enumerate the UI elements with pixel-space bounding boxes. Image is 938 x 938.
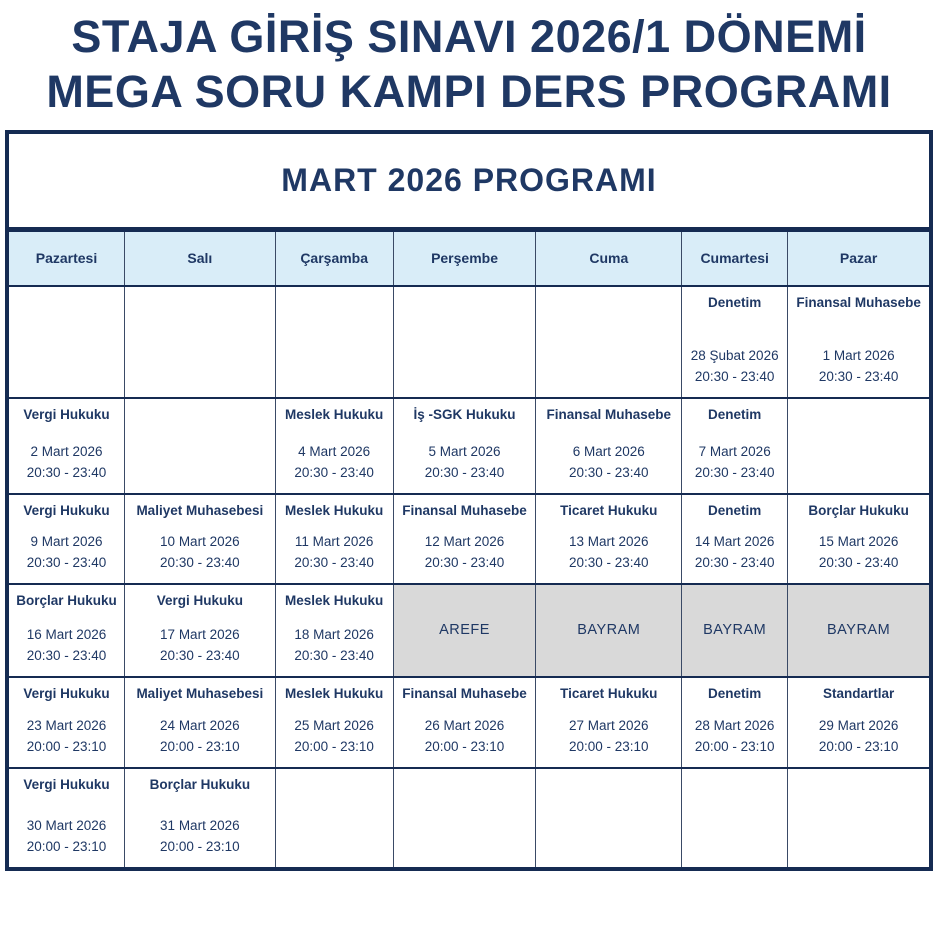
lesson-time: 20:30 - 23:40 xyxy=(568,464,649,480)
empty-cell xyxy=(275,287,393,397)
lesson-date: 7 Mart 2026 xyxy=(698,443,771,459)
schedule-cell xyxy=(124,678,275,767)
lesson-date: 9 Mart 2026 xyxy=(30,533,103,549)
holiday-cell-bayram xyxy=(681,585,787,676)
holiday-label: BAYRAM xyxy=(703,621,767,638)
holiday-label: BAYRAM xyxy=(827,621,891,638)
lesson-date: 1 Mart 2026 xyxy=(822,347,895,363)
holiday-label: BAYRAM xyxy=(577,621,641,638)
lesson-date: 29 Mart 2026 xyxy=(818,717,899,733)
course-name: İş -SGK Hukuku xyxy=(413,406,516,422)
schedule-table xyxy=(5,130,933,871)
holiday-label: AREFE xyxy=(439,621,490,638)
lesson-time: 20:30 - 23:40 xyxy=(294,464,374,480)
course-name: Vergi Hukuku xyxy=(156,592,243,608)
schedule-cell xyxy=(9,399,124,493)
holiday-cell-bayram xyxy=(535,585,681,676)
schedule-cell xyxy=(124,495,275,583)
lesson-time: 20:30 - 23:40 xyxy=(26,464,107,480)
schedule-cell xyxy=(681,287,787,397)
course-name: Finansal Muhasebe xyxy=(402,502,527,518)
lesson-time: 20:00 - 23:10 xyxy=(160,738,240,754)
lesson-time: 20:30 - 23:40 xyxy=(424,464,505,480)
empty-cell xyxy=(124,399,275,493)
schedule-cell xyxy=(393,495,536,583)
day-header-row xyxy=(9,232,929,287)
lesson-date: 6 Mart 2026 xyxy=(572,443,645,459)
week-row-3 xyxy=(9,495,929,585)
course-name: Meslek Hukuku xyxy=(285,685,384,701)
lesson-date: 2 Mart 2026 xyxy=(30,443,103,459)
schedule-cell xyxy=(681,399,787,493)
course-name: Vergi Hukuku xyxy=(23,406,110,422)
week-row-5 xyxy=(9,678,929,769)
course-name: Meslek Hukuku xyxy=(285,406,384,422)
lesson-date: 14 Mart 2026 xyxy=(694,533,775,549)
lesson-date: 12 Mart 2026 xyxy=(424,533,505,549)
course-name: Meslek Hukuku xyxy=(285,502,384,518)
day-header-cuma: Cuma xyxy=(535,232,681,285)
empty-cell xyxy=(535,287,681,397)
lesson-date: 27 Mart 2026 xyxy=(568,717,649,733)
lesson-date: 31 Mart 2026 xyxy=(160,817,240,833)
lesson-date: 11 Mart 2026 xyxy=(294,533,374,549)
day-header-pazartesi: Pazartesi xyxy=(35,250,98,267)
schedule-cell xyxy=(787,495,929,583)
course-name: Meslek Hukuku xyxy=(285,592,384,608)
schedule-cell xyxy=(275,495,393,583)
lesson-time: 20:30 - 23:40 xyxy=(818,554,899,570)
schedule-cell xyxy=(681,678,787,767)
schedule-cell xyxy=(124,769,275,867)
course-name: Finansal Muhasebe xyxy=(546,406,672,422)
schedule-cell xyxy=(535,678,681,767)
schedule-cell xyxy=(275,399,393,493)
schedule-cell xyxy=(275,678,393,767)
empty-cell xyxy=(393,287,536,397)
empty-cell xyxy=(124,287,275,397)
lesson-date: 16 Mart 2026 xyxy=(26,626,107,642)
lesson-date: 24 Mart 2026 xyxy=(160,717,240,733)
lesson-time: 20:30 - 23:40 xyxy=(294,647,374,663)
empty-cell xyxy=(535,769,681,867)
day-header-cumartesi: Cumartesi xyxy=(681,232,787,285)
lesson-time: 20:30 - 23:40 xyxy=(694,554,775,570)
lesson-date: 4 Mart 2026 xyxy=(298,443,371,459)
course-name: Denetim xyxy=(708,685,762,701)
schedule-cell xyxy=(393,678,536,767)
page-title-line-1: STAJA GİRİŞ SINAVI 2026/1 DÖNEMİ xyxy=(71,11,867,62)
lesson-date: 26 Mart 2026 xyxy=(424,717,505,733)
lesson-date: 18 Mart 2026 xyxy=(294,626,374,642)
lesson-time: 20:00 - 23:10 xyxy=(424,738,505,754)
empty-cell xyxy=(393,769,536,867)
lesson-time: 20:30 - 23:40 xyxy=(160,647,240,663)
lesson-date: 23 Mart 2026 xyxy=(26,717,107,733)
lesson-date: 28 Mart 2026 xyxy=(694,717,775,733)
lesson-date: 15 Mart 2026 xyxy=(818,533,899,549)
course-name: Vergi Hukuku xyxy=(23,776,110,792)
course-name: Denetim xyxy=(708,502,762,518)
course-name: Ticaret Hukuku xyxy=(560,502,658,518)
course-name: Borçlar Hukuku xyxy=(16,592,117,608)
lesson-time: 20:30 - 23:40 xyxy=(568,554,649,570)
schedule-cell xyxy=(393,399,536,493)
schedule-cell xyxy=(9,678,124,767)
empty-cell xyxy=(787,399,929,493)
lesson-time: 20:00 - 23:10 xyxy=(818,738,899,754)
empty-cell xyxy=(275,769,393,867)
course-name: Maliyet Muhasebesi xyxy=(136,502,264,518)
lesson-time: 20:30 - 23:40 xyxy=(26,554,107,570)
lesson-time: 20:30 - 23:40 xyxy=(424,554,505,570)
page-title-line-2: MEGA SORU KAMPI DERS PROGRAMI xyxy=(46,65,892,117)
lesson-date: 17 Mart 2026 xyxy=(160,626,240,642)
page-title xyxy=(0,0,938,120)
lesson-time: 20:00 - 23:10 xyxy=(26,838,107,854)
lesson-time: 20:30 - 23:40 xyxy=(694,368,775,384)
course-name: Denetim xyxy=(708,294,762,310)
empty-cell xyxy=(9,287,124,397)
lesson-time: 20:30 - 23:40 xyxy=(160,554,240,570)
schedule-cell xyxy=(124,585,275,676)
course-name: Finansal Muhasebe xyxy=(796,294,921,310)
course-name: Borçlar Hukuku xyxy=(149,776,251,792)
course-name: Maliyet Muhasebesi xyxy=(136,685,264,701)
holiday-cell-bayram xyxy=(787,585,929,676)
course-name: Standartlar xyxy=(822,685,895,701)
lesson-time: 20:30 - 23:40 xyxy=(694,464,775,480)
course-name: Vergi Hukuku xyxy=(23,685,110,701)
course-name: Borçlar Hukuku xyxy=(808,502,909,518)
day-header-persembe: Perşembe xyxy=(393,232,536,285)
schedule-cell xyxy=(275,585,393,676)
lesson-date: 30 Mart 2026 xyxy=(26,817,107,833)
lesson-date: 13 Mart 2026 xyxy=(568,533,649,549)
schedule-cell xyxy=(9,585,124,676)
lesson-time: 20:00 - 23:10 xyxy=(294,738,374,754)
week-row-4 xyxy=(9,585,929,678)
schedule-cell xyxy=(681,495,787,583)
week-row-1 xyxy=(9,287,929,399)
week-row-6 xyxy=(9,769,929,867)
day-header-sali: Salı xyxy=(124,232,275,285)
course-name: Ticaret Hukuku xyxy=(560,685,658,701)
course-name: Denetim xyxy=(708,406,762,422)
schedule-cell xyxy=(787,287,929,397)
day-header-carsamba: Çarşamba xyxy=(275,232,393,285)
lesson-date: 10 Mart 2026 xyxy=(160,533,240,549)
schedule-cell xyxy=(535,495,681,583)
day-header-pazar: Pazar xyxy=(787,232,929,285)
course-name: Finansal Muhasebe xyxy=(402,685,527,701)
lesson-time: 20:30 - 23:40 xyxy=(818,368,899,384)
schedule-cell xyxy=(535,399,681,493)
lesson-date: 25 Mart 2026 xyxy=(294,717,374,733)
lesson-time: 20:00 - 23:10 xyxy=(694,738,775,754)
course-name: Vergi Hukuku xyxy=(23,502,110,518)
month-title: MART 2026 PROGRAMI xyxy=(9,134,929,232)
schedule-cell xyxy=(9,769,124,867)
schedule-cell xyxy=(787,678,929,767)
week-row-2 xyxy=(9,399,929,495)
lesson-time: 20:00 - 23:10 xyxy=(160,838,240,854)
holiday-cell-arefe xyxy=(393,585,536,676)
lesson-time: 20:30 - 23:40 xyxy=(26,647,107,663)
schedule-cell xyxy=(9,495,124,583)
lesson-date: 5 Mart 2026 xyxy=(428,443,501,459)
empty-cell xyxy=(681,769,787,867)
lesson-time: 20:00 - 23:10 xyxy=(26,738,107,754)
empty-cell xyxy=(787,769,929,867)
lesson-time: 20:00 - 23:10 xyxy=(568,738,649,754)
lesson-time: 20:30 - 23:40 xyxy=(294,554,374,570)
lesson-date: 28 Şubat 2026 xyxy=(690,347,779,363)
